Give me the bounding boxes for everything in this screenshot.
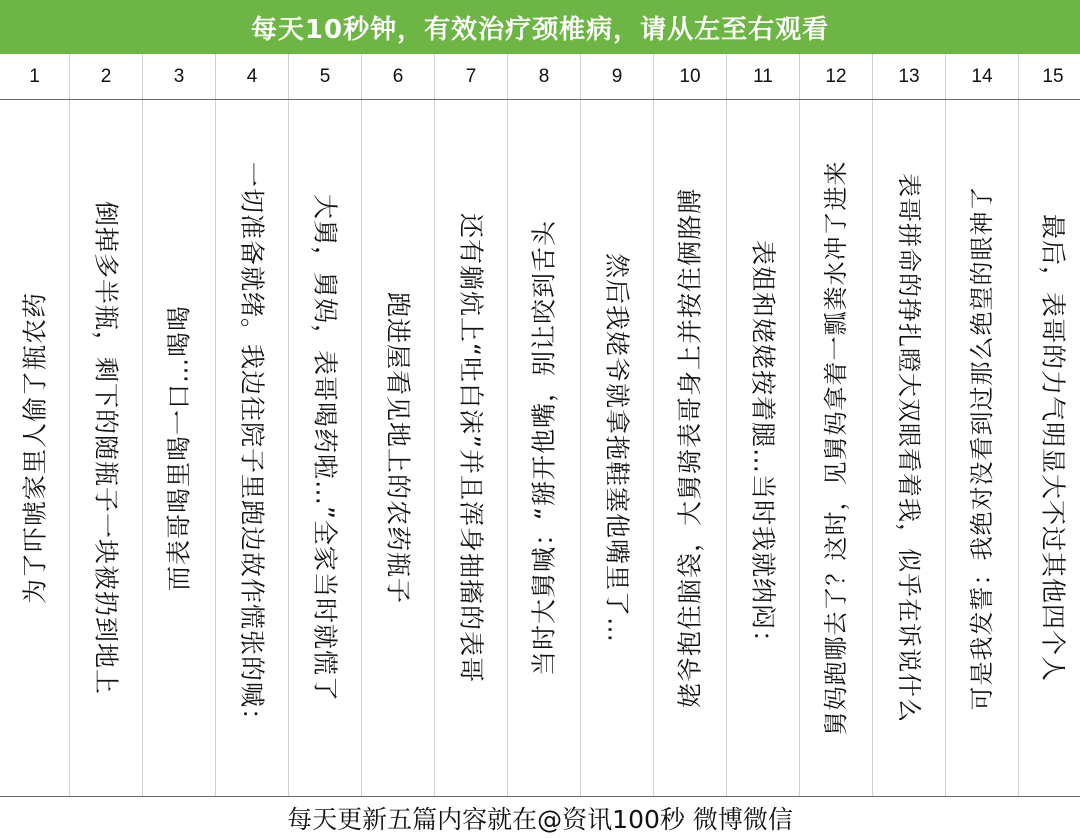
story-text: 最后，表哥的力气明显大不过其他四个人 bbox=[1038, 213, 1068, 683]
column-number: 10 bbox=[654, 54, 727, 99]
column-number: 2 bbox=[70, 54, 143, 99]
story-text: 表姐和姥姥按着腿…当时我就纳闷： bbox=[748, 239, 778, 657]
column-number: 7 bbox=[435, 54, 508, 99]
column-number: 1 bbox=[0, 54, 70, 99]
story-column bbox=[0, 100, 70, 796]
story-text: 倒掉多半瓶，剩下的随瓶子一块被扔到地上 bbox=[91, 200, 121, 696]
story-text: 姥爷抱住脑袋，大舅骑表哥身上并按住俩胳膊 bbox=[675, 187, 705, 709]
story-column bbox=[873, 100, 946, 796]
column-number: 12 bbox=[800, 54, 873, 99]
story-column bbox=[362, 100, 435, 796]
story-text: 跑进屋看见地上的农药瓶子 bbox=[383, 291, 413, 605]
column-number: 11 bbox=[727, 54, 800, 99]
column-number: 14 bbox=[946, 54, 1019, 99]
story-text: 大舅，舅妈，表哥喝药啦…”全家当时就慌了 bbox=[310, 194, 340, 702]
story-column bbox=[946, 100, 1019, 796]
story-column bbox=[727, 100, 800, 796]
story-text: 舅妈跑哪去了？这时，见舅妈拿着一瓢粪水冲了进来 bbox=[822, 160, 850, 736]
column-number-row bbox=[0, 54, 1080, 100]
story-columns bbox=[0, 100, 1080, 796]
story-column bbox=[508, 100, 581, 796]
story-column bbox=[289, 100, 362, 796]
story-column bbox=[654, 100, 727, 796]
story-text: 表哥拼命的挣扎瞪大双眼看着我，似乎在诉说什么 bbox=[895, 173, 923, 723]
story-column bbox=[143, 100, 216, 796]
story-text: 然后我姥爷就拿拖鞋塞他嘴里了… bbox=[602, 252, 632, 644]
story-column bbox=[800, 100, 873, 796]
page-title-text: 每天10秒钟，有效治疗颈椎病，请从左至右观看 bbox=[250, 14, 830, 45]
story-column bbox=[1019, 100, 1080, 796]
column-number: 3 bbox=[143, 54, 216, 99]
story-column bbox=[435, 100, 508, 796]
footer-caption bbox=[0, 796, 1080, 838]
column-number: 9 bbox=[581, 54, 654, 99]
story-column bbox=[216, 100, 289, 796]
story-text: 还有躺炕上“吐白沫”并且浑身抽搐的表哥 bbox=[456, 213, 486, 683]
column-number: 8 bbox=[508, 54, 581, 99]
footer-text: 每天更新五篇内容就在@资讯100秒 微博微信 bbox=[287, 804, 793, 834]
story-text: 可是我发誓：我绝对没看到过那么绝望的眼神了 bbox=[968, 185, 996, 711]
column-number: 6 bbox=[362, 54, 435, 99]
story-column bbox=[70, 100, 143, 796]
page-title bbox=[0, 0, 1080, 54]
column-number: 5 bbox=[289, 54, 362, 99]
story-text: 一切准备就绪。我边往院子里跑边故作慌张的喊： bbox=[237, 161, 267, 735]
column-number: 13 bbox=[873, 54, 946, 99]
column-number: 4 bbox=[216, 54, 289, 99]
story-text: 为了吓唬家里人偷了瓶农药 bbox=[20, 291, 49, 605]
story-text: 当时大舅喊：“掰开他嘴，别让咬到舌头 bbox=[529, 220, 559, 676]
story-text: 而表哥喝里喝一口…喝喝 bbox=[164, 304, 194, 592]
column-number: 15 bbox=[1042, 65, 1064, 87]
story-column bbox=[581, 100, 654, 796]
